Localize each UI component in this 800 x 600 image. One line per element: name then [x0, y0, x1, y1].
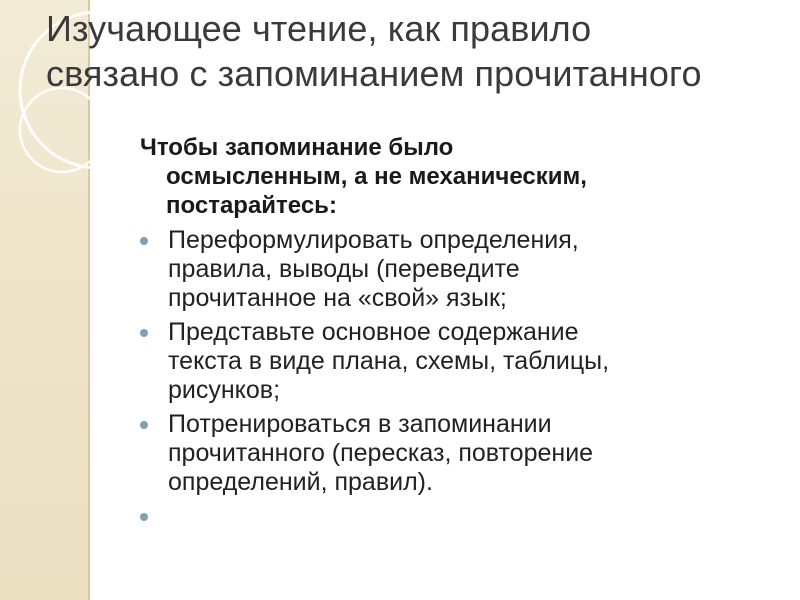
decorative-circle-tiny	[98, 144, 110, 156]
list-item-line: прочитанное на «свой» язык;	[168, 284, 507, 312]
bullet-dot-icon	[140, 237, 148, 245]
list-item-line: Переформулировать определения,	[168, 226, 579, 254]
list-item	[140, 410, 780, 497]
title-line-1: Изучающее чтение, как правило	[46, 8, 592, 49]
list-item-line: определений, правил).	[168, 468, 433, 496]
intro-line-1: Чтобы запоминание было	[140, 134, 454, 161]
intro-line-3: постарайтесь:	[166, 192, 337, 219]
bullet-dot-icon	[140, 421, 148, 429]
title-line-2: связано с запоминанием прочитанного	[46, 53, 702, 94]
intro-line-2: осмысленным, а не механическим,	[166, 163, 587, 190]
list-item-line: текста в виде плана, схемы, таблицы,	[168, 347, 610, 375]
list-item	[140, 318, 780, 405]
intro-text	[140, 133, 780, 220]
list-item-line: правила, выводы (переведите	[168, 255, 520, 283]
bullet-list	[140, 226, 780, 531]
slide-body	[140, 133, 780, 536]
list-item-empty	[140, 502, 780, 531]
bullet-dot-icon	[140, 329, 148, 337]
bullet-dot-icon	[140, 513, 148, 521]
list-item	[140, 226, 780, 313]
list-item-line: прочитанного (пересказ, повторение	[168, 439, 594, 467]
list-item-line: Потренироваться в запоминании	[168, 410, 552, 438]
list-item-line: Представьте основное содержание	[168, 318, 579, 346]
list-item-line: рисунков;	[168, 376, 281, 404]
slide-title	[46, 6, 800, 96]
